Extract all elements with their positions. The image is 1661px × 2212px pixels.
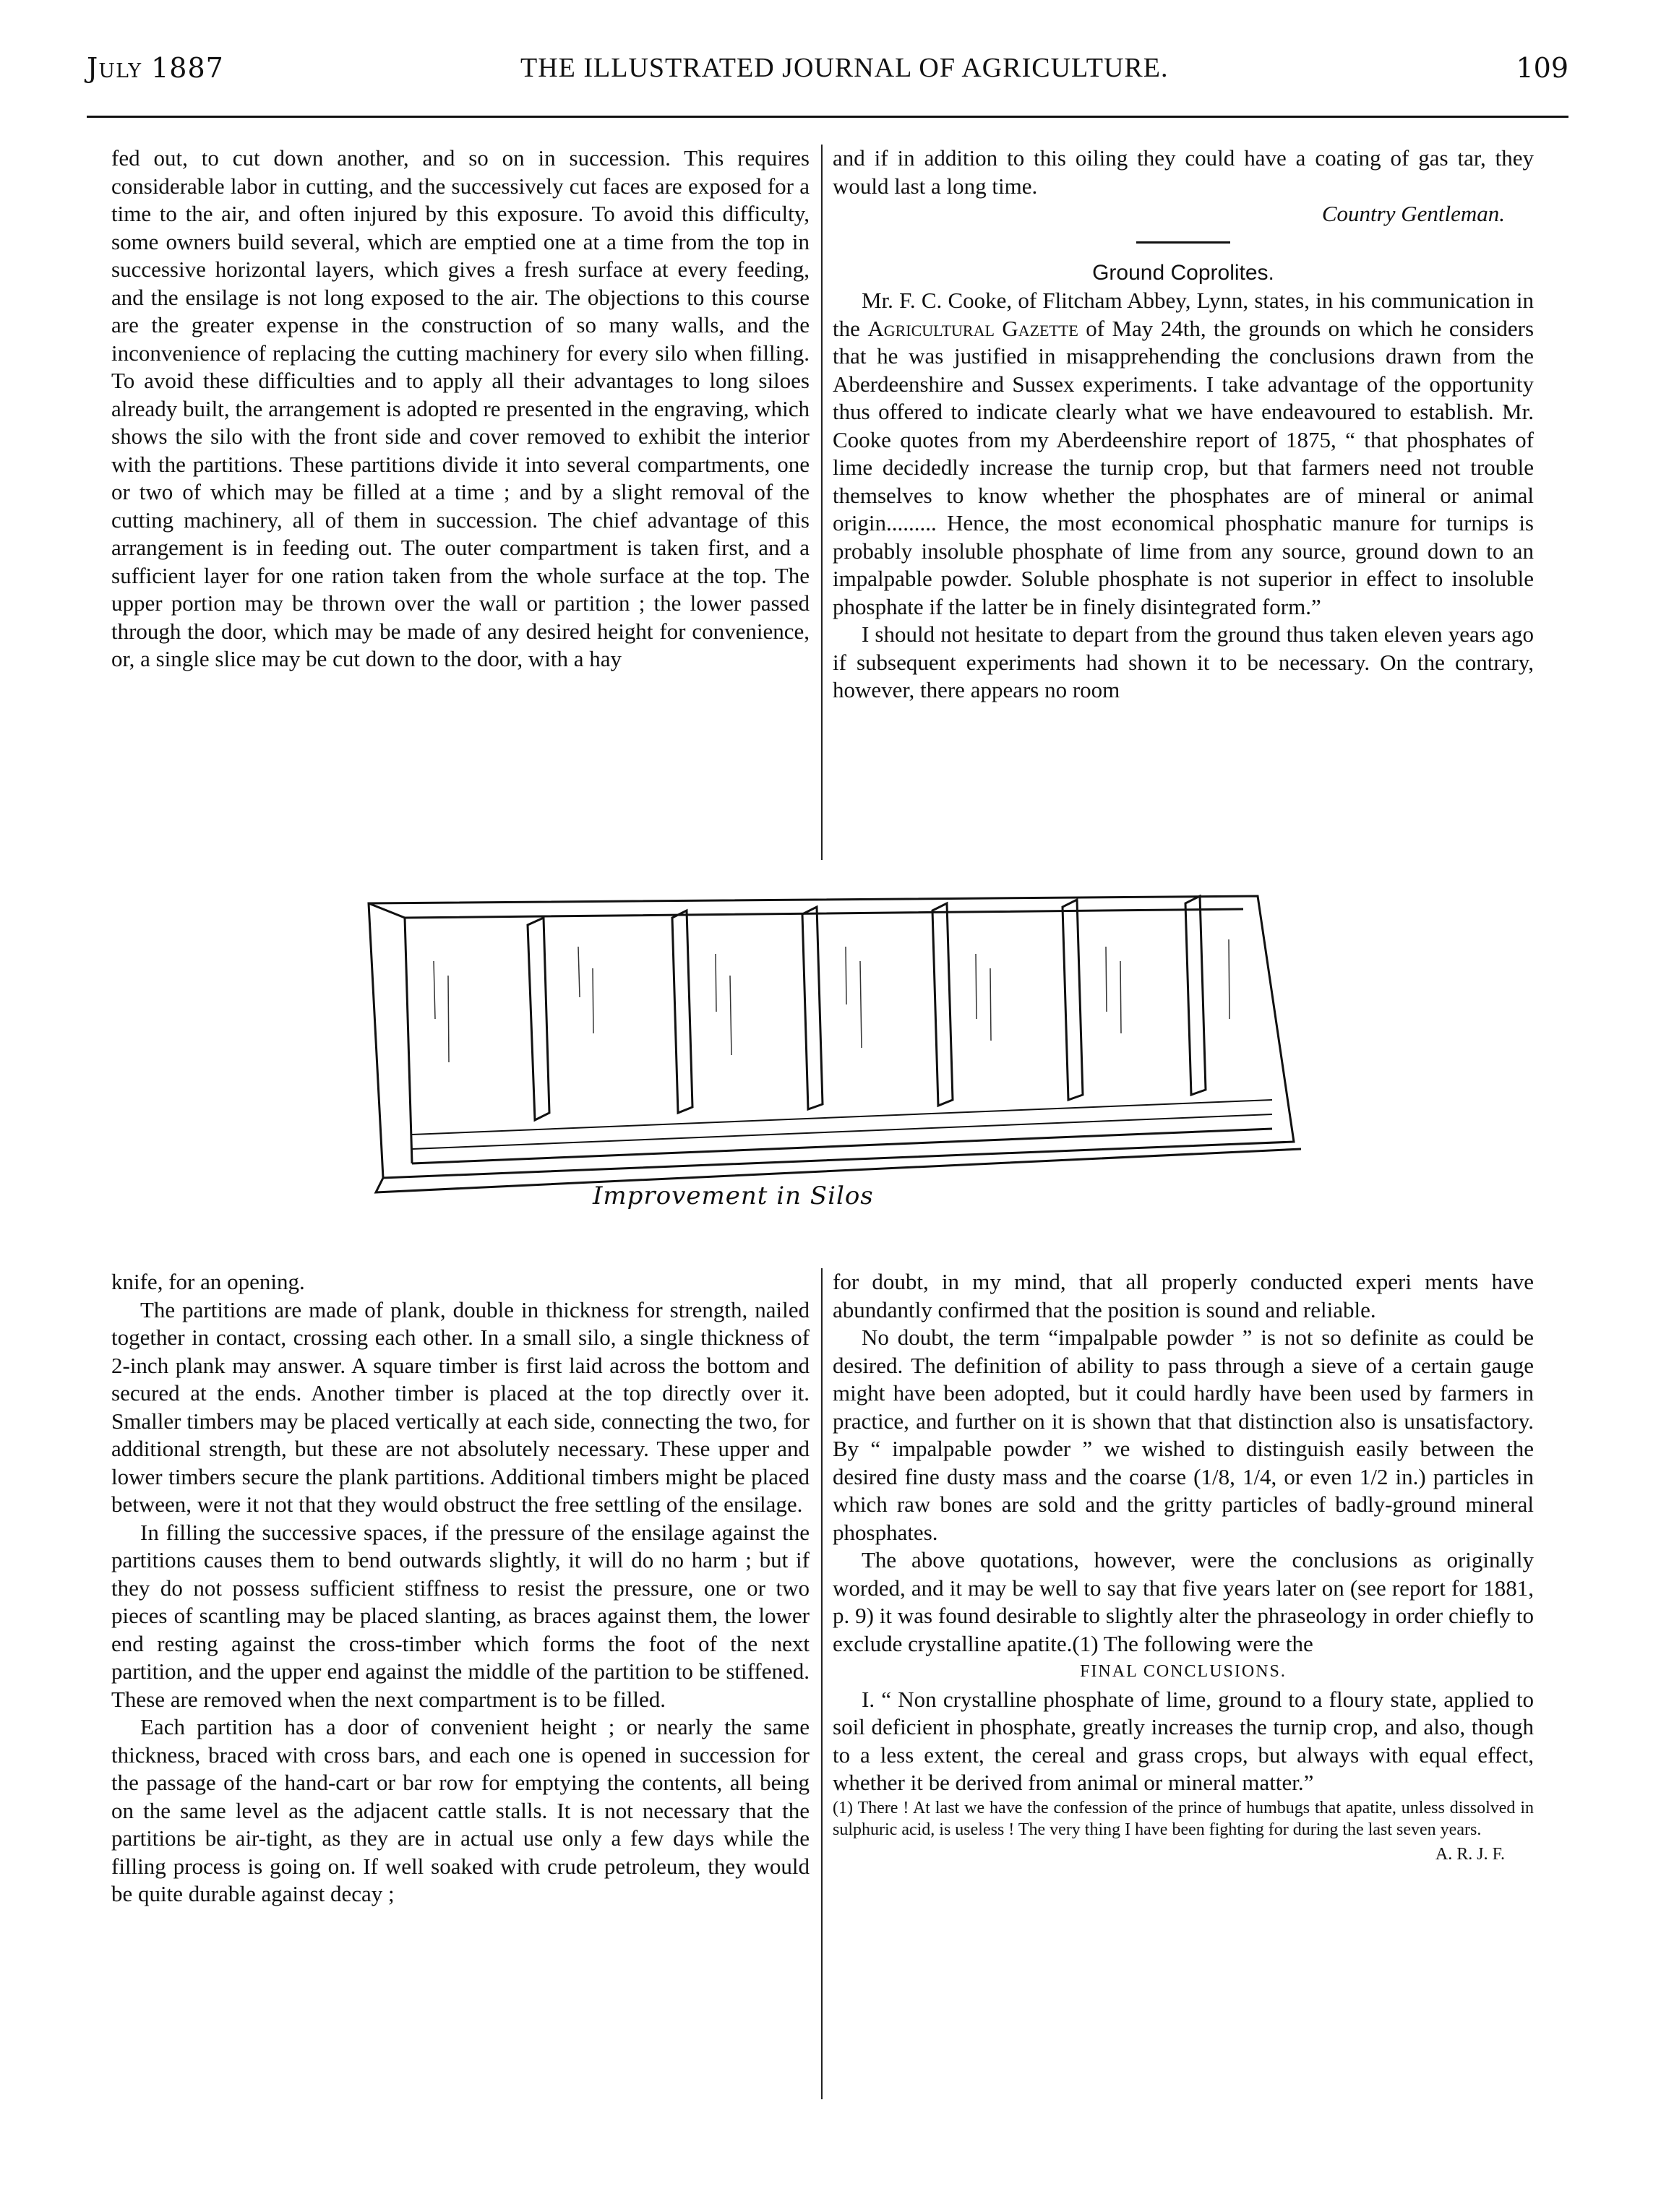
column-left-bottom bbox=[111, 1268, 810, 1908]
column-divider bbox=[821, 1268, 823, 2099]
header-rule bbox=[87, 116, 1568, 118]
paragraph: Each partition has a door of convenient height ; or nearly the same thickness, braced with cross bars, and each one is opened in succession for the passage of the hand-cart or bar row for emptying the contents, all being on the same level as the adjacent cattle stalls. It is not necessary that the partitions be air-tight, as they are in actual use only a few days while the filling process is going on. If well soaked with crude petroleum, they would be quite durable against decay ; bbox=[111, 1714, 810, 1906]
silo-outline bbox=[369, 896, 1294, 1178]
paragraph: In filling the successive spaces, if the pressure of the ensilage against the partitions causes them to bend outwards slightly, it will do no harm ; but if they do not possess sufficient stiffness to resist the pressure, one or two pieces of scantling may be placed slanting, as braces against them, the lower end resting against the cross-timber which forms the foot of the next partition, and the upper end against the middle of the partition to be stiffened. These are removed when the next compartment is to be filled. bbox=[111, 1519, 810, 1712]
section-heading: Ground Coprolites. bbox=[1092, 260, 1274, 285]
paragraph: fed out, to cut down another, and so on in succession. This requires considerable labor in cutting, and the successively cut faces are exposed for a time to the air, and often injured by this exposure. To avoid this difficulty, some owners build several, which are emptied one at a time from the top in successive horizontal layers, which gives a fresh surface at every feeding, and the ensilage is not long exposed to the air. The objections to this course are the greater expense in the construction of so many walls, and the inconvenience of replacing the cutting machinery for every silo when filling. To avoid these difficulties and to apply all their advantages to long siloes already built, the arrangement is adopted re presented in the engraving, which shows the silo with the front side and cover removed to exhibit the interior with the partitions. These partitions divide it into several compartments, one or two of which may be filled at a time ; and by a slight removal of the cutting machinery, all of them in succession. The chief advantage of this arrangement is in feeding out. The outer compartment is taken first, and a sufficient layer for one ration taken from the whole surface at the top. The upper portion may be thrown over the wall or partition ; the lower passed through the door, which may be made of any desired height for convenience, or, a single slice may be cut down to the door, with a hay bbox=[111, 145, 810, 671]
paragraph: Mr. F. C. Cooke, of Flitcham Abbey, Lynn, states, in his communication in the Agricultural Gazette of May 24th, the grounds on which he considers that he was justified in misapprehending the conclusions drawn from the Aberdeenshire and Sussex experiments. I take advantage of the opportunity thus offered to indicate clearly what we have endeavoured to establish. Mr. Cooke quotes from my Aberdeenshire report of 1875, “ that phosphates of lime decidedly increase the turnip crop, but that farmers need not trouble themselves to know whether the phosphates are of mineral or animal origin......... Hence, the most economical phosphatic manure for turnips is probably insoluble phosphate of lime from any source, ground down to an impalpable powder. Soluble phosphate is not superior in effect to insoluble phosphate if the latter be in finely disintegrated form.” bbox=[833, 288, 1535, 619]
page-header bbox=[87, 52, 1568, 103]
source-credit: Country Gentleman. bbox=[1321, 201, 1505, 226]
partition bbox=[528, 918, 549, 1120]
paragraph: I should not hesitate to depart from the ground thus taken eleven years ago if subsequent experiments had shown it to be necessary. On the contrary, however, there appears no room bbox=[833, 621, 1534, 702]
journal-title: THE ILLUSTRATED JOURNAL OF AGRICULTURE. bbox=[520, 53, 1169, 83]
paragraph: and if in addition to this oiling they could have a coating of gas tar, they would last a long time. bbox=[833, 145, 1534, 199]
publication-name: Agricultural Gazette bbox=[867, 315, 1078, 341]
column-left-top bbox=[111, 145, 810, 674]
page-number: 109 bbox=[1516, 52, 1568, 84]
partition bbox=[1063, 900, 1083, 1100]
figure-caption: Improvement in Silos bbox=[593, 1182, 874, 1210]
partition bbox=[802, 907, 823, 1109]
top-edge bbox=[369, 903, 1243, 918]
silo-illustration bbox=[354, 874, 1308, 1214]
partition bbox=[1185, 896, 1206, 1095]
conclusions-heading: FINAL CONCLUSIONS. bbox=[1080, 1662, 1287, 1681]
column-right-bottom bbox=[833, 1268, 1534, 1868]
left-wall bbox=[405, 918, 412, 1163]
column-divider bbox=[821, 145, 823, 860]
partition bbox=[672, 911, 692, 1113]
paragraph: I. “ Non crystalline phosphate of lime, ground to a floury state, applied to soil deficient in phosphate, greatly increases the turnip crop, and also, though to a less extent, the cereal and grass crops, but always with equal effect, whether it be derived from animal or mineral matter.” bbox=[833, 1686, 1534, 1795]
paragraph: The above quotations, however, were the conclusions as originally worded, and it may be well to say that five years later on (see report for 1881, p. 9) it was found desirable to slightly alter the phraseology in order chiefly to exclude crystalline apatite.(1) The following were the bbox=[833, 1547, 1534, 1656]
floor-line bbox=[412, 1129, 1272, 1163]
issue-date: July 1887 bbox=[87, 52, 224, 84]
paragraph: The partitions are made of plank, double in thickness for strength, nailed together in contact, crossing each other. In a small silo, a single thickness of 2-inch plank may answer. A square timber is first laid across the bottom and secured at the ends. Another timber is placed at the top directly over it. Smaller timbers may be placed vertically at each side, connecting the two, for additional strength, but these are not absolutely necessary. These upper and lower timbers secure the plank partitions. Additional timbers might be placed between, were it not that they would obstruct the free settling of the ensilage. bbox=[111, 1296, 810, 1517]
partition bbox=[932, 903, 953, 1106]
paragraph: knife, for an opening. bbox=[111, 1269, 305, 1294]
footnote: (1) There ! At last we have the confession of the prince of humbugs that apatite, unless dissolved in sulphuric acid, is useless ! The very thing I have been fighting for during the last seven years. bbox=[833, 1798, 1534, 1839]
paragraph: No doubt, the term “impalpable powder ” is not so definite as could be desired. The definition of ability to pass through a sieve of a certain gauge might have been adopted, but it could hardly have been used by farmers in practice, and further on it is shown that that distinction also is unsatisfactory. By “ impalpable powder ” we wished to distinguish easily between the desired fine dusty mass and the coarse (1/8, 1/4, or even 1/2 in.) particles in which raw bones are sold and the gritty particles of badly-ground mineral phosphates. bbox=[833, 1325, 1534, 1545]
column-right-top bbox=[833, 145, 1534, 705]
paragraph: for doubt, in my mind, that all properly conducted experi ments have abundantly confirmed that the position is sound and reliable. bbox=[833, 1269, 1534, 1322]
section-rule bbox=[1136, 241, 1230, 244]
footnote-signature: A. R. J. F. bbox=[1435, 1844, 1505, 1864]
